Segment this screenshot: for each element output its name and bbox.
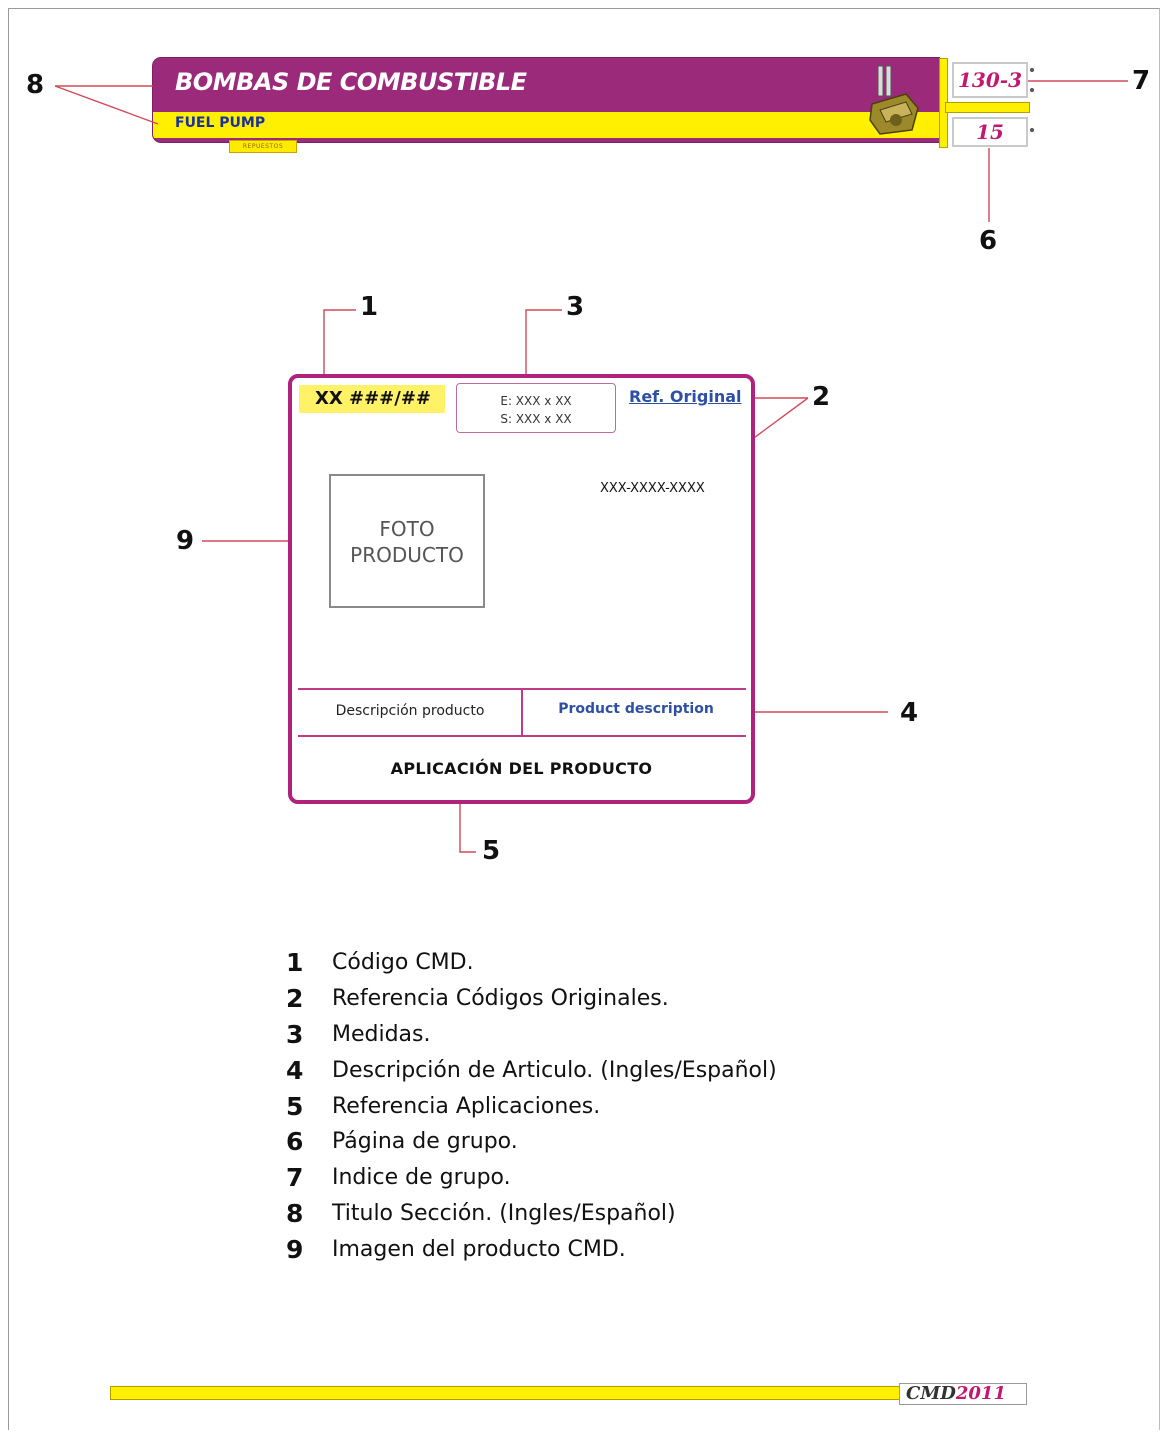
legend-item	[286, 1231, 906, 1267]
legend-item	[286, 945, 906, 981]
legend-text: Titulo Sección. (Ingles/Español)	[332, 1200, 676, 1226]
card-divider-middle	[521, 688, 523, 736]
legend-item	[286, 1160, 906, 1196]
photo-label-line1: FOTO	[379, 517, 435, 541]
callout-line-8b	[55, 86, 158, 124]
photo-label-line2: PRODUCTO	[350, 543, 464, 567]
group-index-box: 130-3	[952, 62, 1028, 98]
legend-number: 7	[286, 1163, 304, 1193]
legend-number: 9	[286, 1234, 304, 1264]
index-tick-mark	[1030, 68, 1034, 72]
legend-text: Código CMD.	[332, 950, 474, 976]
original-ref-code: XXX-XXXX-XXXX	[600, 481, 705, 496]
section-tag: REPUESTOS	[229, 140, 297, 153]
callout-2: 2	[812, 382, 831, 412]
callout-7: 7	[1132, 66, 1151, 96]
callout-1: 1	[360, 292, 379, 322]
measure-output: S: XXX x XX	[500, 412, 572, 426]
legend-number: 6	[286, 1127, 304, 1157]
legend-item	[286, 1052, 906, 1088]
product-photo-placeholder	[329, 474, 485, 608]
callout-8: 8	[26, 70, 45, 100]
original-ref-label: Ref. Original	[629, 387, 742, 406]
legend-text: Página de grupo.	[332, 1129, 518, 1155]
callout-6: 6	[979, 226, 998, 256]
measure-input: E: XXX x XX	[500, 394, 572, 408]
legend-number: 1	[286, 948, 304, 978]
legend-text: Referencia Códigos Originales.	[332, 986, 669, 1012]
logo-year: 2011	[955, 1383, 1006, 1404]
legend-text: Imagen del producto CMD.	[332, 1236, 626, 1262]
legend-number: 4	[286, 1055, 304, 1085]
legend-number: 8	[286, 1198, 304, 1228]
legend-text: Descripción de Articulo. (Ingles/Español)	[332, 1057, 777, 1083]
legend-number: 2	[286, 984, 304, 1014]
legend-text: Referencia Aplicaciones.	[332, 1093, 601, 1119]
callout-5: 5	[482, 836, 501, 866]
card-divider-bottom	[298, 735, 746, 737]
logo-brand: CMD	[906, 1383, 956, 1404]
legend-number: 3	[286, 1019, 304, 1049]
legend-text: Indice de grupo.	[332, 1165, 511, 1191]
description-es: Descripción producto	[335, 703, 485, 719]
callout-4: 4	[900, 698, 919, 728]
page-tick-mark	[1030, 128, 1034, 132]
measures-box	[456, 383, 616, 433]
section-title-es: BOMBAS DE COMBUSTIBLE	[175, 68, 527, 96]
legend-item	[286, 1196, 906, 1232]
index-tick-mark	[1030, 88, 1034, 92]
callout-line-3	[526, 310, 562, 384]
section-title-en: FUEL PUMP	[175, 115, 266, 131]
cmd-code: XX ###/##	[299, 385, 445, 413]
legend-item	[286, 1088, 906, 1124]
product-application: APLICACIÓN DEL PRODUCTO	[390, 759, 653, 778]
legend-item	[286, 1124, 906, 1160]
footer-bar	[110, 1386, 900, 1400]
legend-number: 5	[286, 1091, 304, 1121]
group-page-box: 15	[952, 117, 1028, 147]
description-en: Product description	[558, 701, 714, 717]
callout-3: 3	[566, 292, 585, 322]
legend-text: Medidas.	[332, 1021, 431, 1047]
legend-list	[286, 945, 906, 1267]
callout-9: 9	[176, 526, 195, 556]
cmd-logo	[899, 1383, 1027, 1405]
legend-item	[286, 1017, 906, 1053]
legend-item	[286, 981, 906, 1017]
